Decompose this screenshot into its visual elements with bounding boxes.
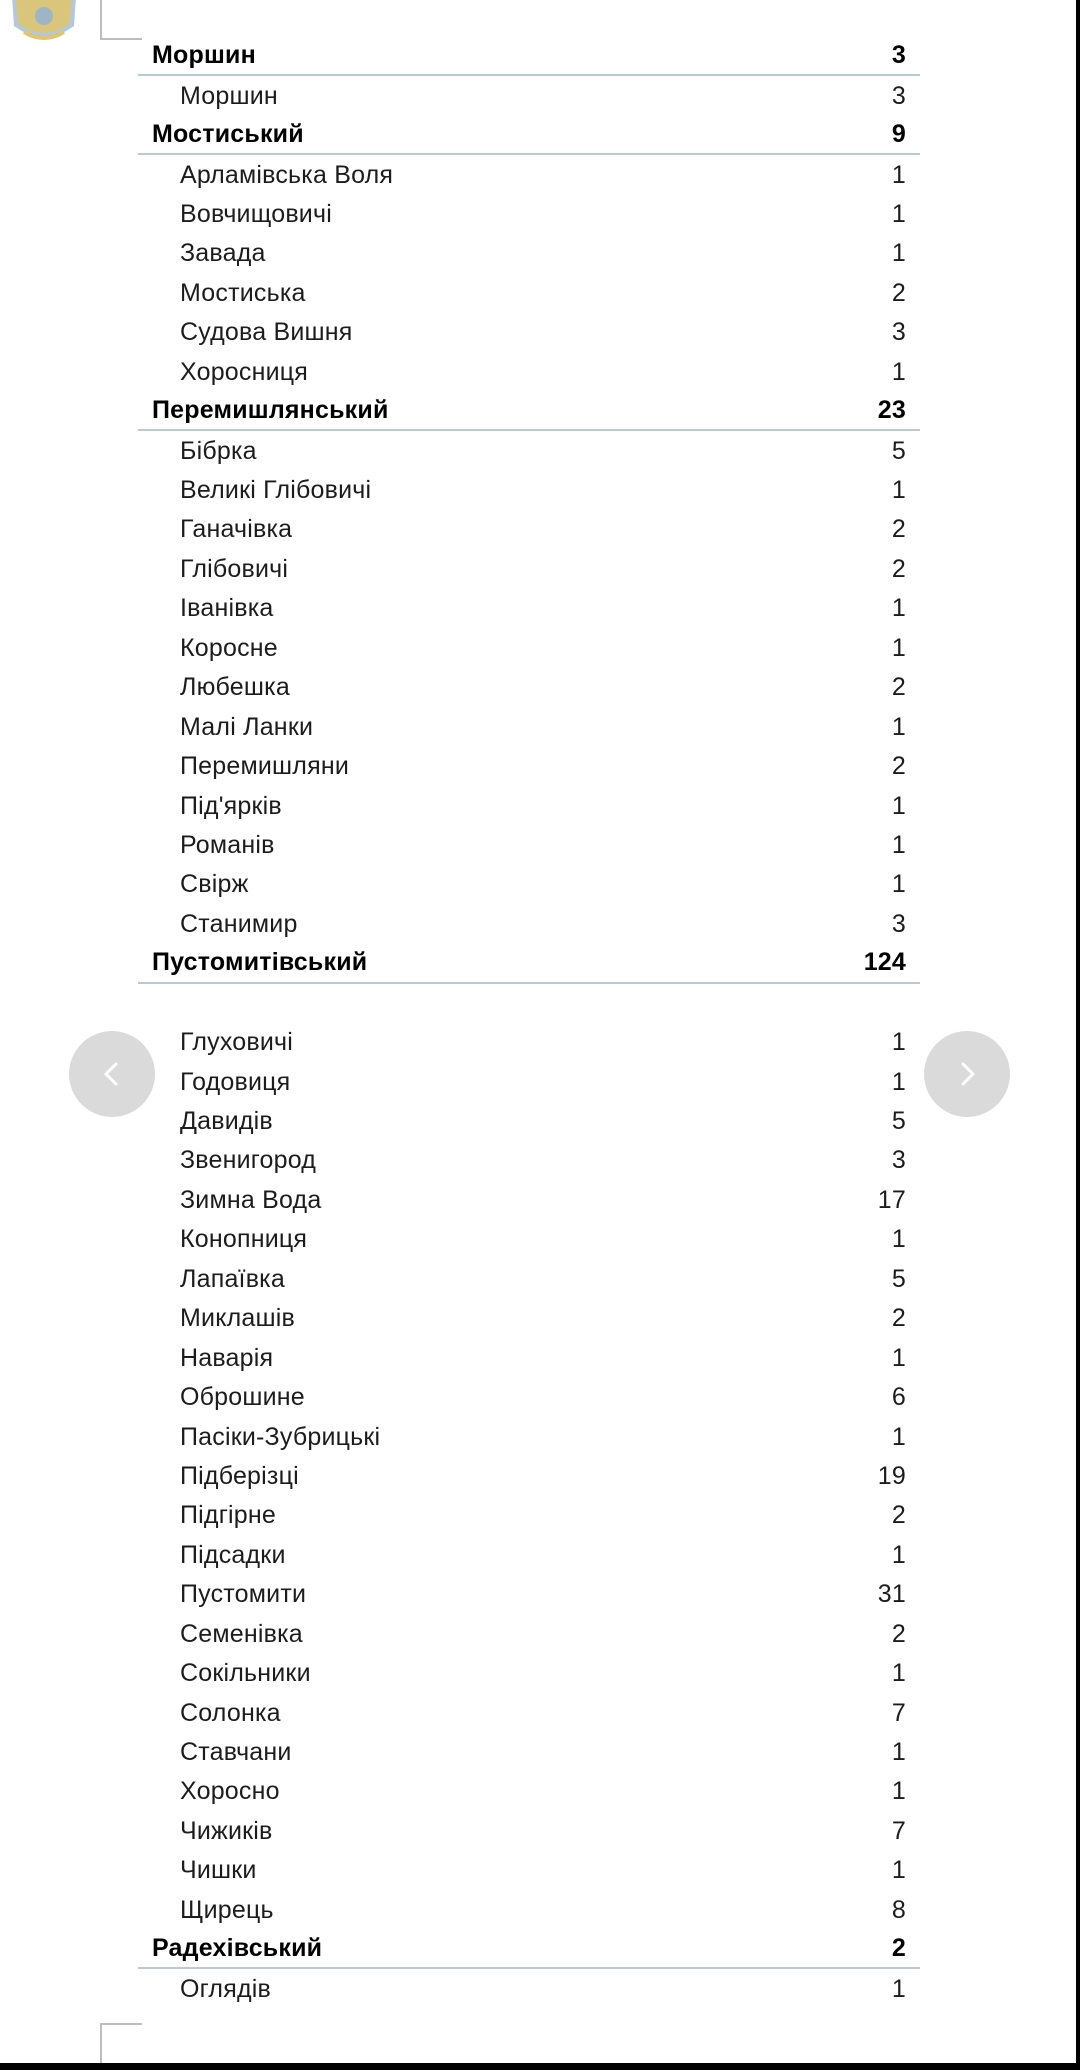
district-row (138, 392, 920, 431)
place-name: Судова Вишня (180, 318, 353, 347)
table-row (138, 1812, 920, 1851)
place-name: Хоросниця (180, 357, 309, 386)
table-row (138, 1575, 920, 1614)
place-name: Під'ярків (180, 791, 282, 820)
place-name: Мостиська (180, 278, 306, 307)
place-count: 3 (891, 318, 906, 347)
place-count: 2 (891, 752, 906, 781)
place-name: Іванівка (180, 594, 274, 623)
table-row (138, 76, 920, 115)
place-count: 7 (891, 1698, 906, 1727)
table-row (138, 1536, 920, 1575)
table-row (138, 1260, 920, 1299)
district-name: Пустомитівський (152, 948, 368, 977)
table-row (138, 1693, 920, 1732)
place-count: 6 (891, 1383, 906, 1412)
place-name: Сокільники (180, 1659, 311, 1688)
place-count: 1 (891, 1028, 906, 1057)
place-name: Миклашів (180, 1304, 295, 1333)
place-name: Оглядів (180, 1974, 271, 2003)
place-name: Чишки (180, 1856, 257, 1885)
place-count: 5 (891, 436, 906, 465)
place-name: Вовчищовичі (180, 199, 332, 228)
place-count: 5 (891, 1264, 906, 1293)
chevron-left-icon (97, 1059, 127, 1089)
place-count: 19 (877, 1461, 906, 1490)
place-name: Любешка (180, 673, 290, 702)
next-page-button[interactable] (924, 1031, 1010, 1117)
place-count: 1 (891, 160, 906, 189)
table-row (138, 1378, 920, 1417)
place-count: 1 (891, 1422, 906, 1451)
place-name: Оброшине (180, 1383, 305, 1412)
place-name: Підсадки (180, 1540, 286, 1569)
table-row (138, 1851, 920, 1890)
place-count: 1 (891, 712, 906, 741)
place-name: Малі Ланки (180, 712, 314, 741)
place-name: Семенівка (180, 1619, 303, 1648)
table-row (138, 786, 920, 825)
table-row (138, 1457, 920, 1496)
place-count: 1 (891, 1738, 906, 1767)
place-count: 1 (891, 1974, 906, 2003)
place-name: Ганачівка (180, 515, 293, 544)
table-row (138, 313, 920, 352)
place-count: 8 (891, 1895, 906, 1924)
table-row (138, 1338, 920, 1377)
district-name: Перемишлянський (152, 396, 389, 425)
place-name: Бібрка (180, 436, 257, 465)
place-name: Солонка (180, 1698, 281, 1727)
table-row (138, 510, 920, 549)
table-row (138, 1102, 920, 1141)
district-row (138, 944, 920, 983)
table-row (138, 1141, 920, 1180)
place-count: 3 (891, 909, 906, 938)
table-spacer-row (138, 984, 920, 1023)
table-row (138, 1772, 920, 1811)
district-total: 3 (891, 41, 906, 70)
table-row (138, 431, 920, 470)
place-name: Станимир (180, 909, 298, 938)
place-name: Годовиця (180, 1067, 291, 1096)
cases-table (138, 37, 920, 2009)
place-count: 1 (891, 239, 906, 268)
district-total: 9 (891, 120, 906, 149)
place-count: 1 (891, 199, 906, 228)
table-row (138, 1181, 920, 1220)
place-name: Коросне (180, 633, 278, 662)
table-row (138, 1733, 920, 1772)
table-row (138, 1654, 920, 1693)
table-row (138, 589, 920, 628)
place-name: Лапаївка (180, 1264, 285, 1293)
district-row (138, 1930, 920, 1969)
page-corner-mark-bottom (100, 2023, 142, 2063)
district-name: Моршин (152, 41, 256, 70)
table-row (138, 1220, 920, 1259)
place-count: 1 (891, 594, 906, 623)
place-name: Романів (180, 830, 275, 859)
chevron-right-icon (952, 1059, 982, 1089)
table-row (138, 234, 920, 273)
place-name: Завада (180, 239, 266, 268)
place-count: 1 (891, 1225, 906, 1254)
district-total: 124 (863, 948, 906, 977)
table-row (138, 747, 920, 786)
place-count: 1 (891, 1856, 906, 1885)
place-count: 1 (891, 633, 906, 662)
place-count: 17 (877, 1185, 906, 1214)
district-name: Мостиський (152, 120, 304, 149)
table-row (138, 471, 920, 510)
table-row (138, 1891, 920, 1930)
place-name: Давидів (180, 1107, 273, 1136)
place-name: Зимна Вода (180, 1185, 322, 1214)
place-count: 1 (891, 1540, 906, 1569)
place-name: Конопниця (180, 1225, 308, 1254)
place-count: 1 (891, 1343, 906, 1372)
table-row (138, 1417, 920, 1456)
district-row (138, 116, 920, 155)
table-row (138, 865, 920, 904)
table-row (138, 550, 920, 589)
table-row (138, 274, 920, 313)
place-name: Хоросно (180, 1777, 280, 1806)
table-row (138, 1062, 920, 1101)
table-row (138, 353, 920, 392)
place-count: 3 (891, 81, 906, 110)
place-name: Підберізці (180, 1461, 299, 1490)
place-count: 1 (891, 1777, 906, 1806)
place-count: 2 (891, 1619, 906, 1648)
place-count: 2 (891, 1304, 906, 1333)
table-row (138, 629, 920, 668)
place-name: Свірж (180, 870, 249, 899)
table-row (138, 1023, 920, 1062)
table-row (138, 668, 920, 707)
place-count: 2 (891, 1501, 906, 1530)
place-count: 1 (891, 357, 906, 386)
table-row (138, 195, 920, 234)
place-count: 2 (891, 278, 906, 307)
place-count: 1 (891, 870, 906, 899)
table-row (138, 1615, 920, 1654)
district-total: 23 (877, 396, 906, 425)
place-name: Чижиків (180, 1816, 273, 1845)
place-name: Глібовичі (180, 554, 289, 583)
table-row (138, 707, 920, 746)
place-count: 31 (877, 1580, 906, 1609)
place-name: Підгірне (180, 1501, 276, 1530)
place-name: Великі Глібовичі (180, 476, 372, 505)
place-count: 3 (891, 1146, 906, 1175)
place-count: 2 (891, 673, 906, 702)
place-count: 1 (891, 476, 906, 505)
place-name: Моршин (180, 81, 278, 110)
place-name: Ставчани (180, 1738, 292, 1767)
place-name: Перемишляни (180, 752, 349, 781)
place-count: 2 (891, 554, 906, 583)
place-name: Пасіки-Зубрицькі (180, 1422, 381, 1451)
district-row (138, 37, 920, 76)
place-name: Глуховичі (180, 1028, 293, 1057)
table-row (138, 905, 920, 944)
place-name: Звенигород (180, 1146, 317, 1175)
place-count: 1 (891, 1659, 906, 1688)
place-name: Пустомити (180, 1580, 307, 1609)
place-count: 1 (891, 830, 906, 859)
place-name: Щирець (180, 1895, 274, 1924)
district-name: Радехівський (152, 1934, 323, 1963)
district-total: 2 (891, 1934, 906, 1963)
place-count: 1 (891, 1067, 906, 1096)
place-count: 1 (891, 791, 906, 820)
place-name: Наварія (180, 1343, 274, 1372)
table-row (138, 1969, 920, 2008)
place-count: 5 (891, 1107, 906, 1136)
place-name: Арламівська Воля (180, 160, 394, 189)
coat-of-arms-icon (0, 0, 94, 46)
previous-page-button[interactable] (69, 1031, 155, 1117)
place-count: 2 (891, 515, 906, 544)
page-corner-mark-top (100, 0, 142, 40)
table-row (138, 1496, 920, 1535)
place-count: 7 (891, 1816, 906, 1845)
table-row (138, 155, 920, 194)
table-row (138, 826, 920, 865)
table-row (138, 1299, 920, 1338)
